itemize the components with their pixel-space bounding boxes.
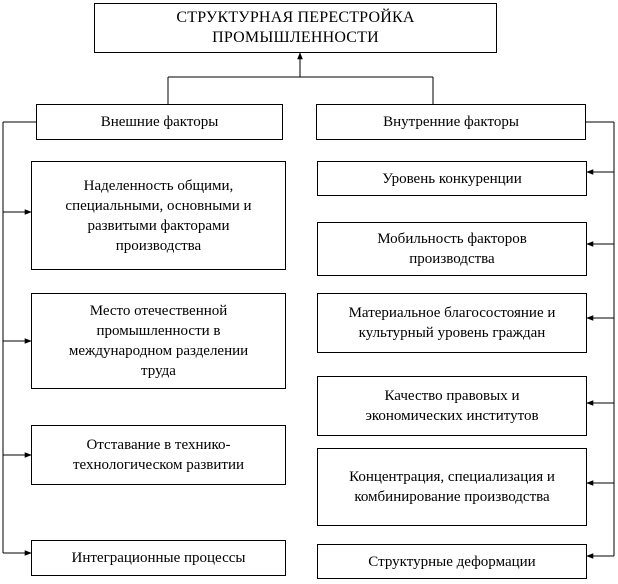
external-factor-box bbox=[31, 161, 286, 270]
external-factors-label: Внешние факторы bbox=[100, 114, 219, 130]
internal-factor-box bbox=[317, 161, 587, 196]
external-factor-box bbox=[31, 540, 286, 576]
title-text: СТРУКТУРНАЯ ПЕРЕСТРОЙКА ПРОМЫШЛЕННОСТИ bbox=[176, 9, 415, 46]
internal-factor-text: Концентрация, специализация и комбинирование производства bbox=[349, 469, 555, 505]
internal-factor-box bbox=[317, 222, 587, 276]
internal-factor-text: Материальное благосостояние и культурный уровень граждан bbox=[348, 305, 556, 341]
internal-factor-text: Структурные деформации bbox=[368, 553, 536, 570]
internal-factor-text: Качество правовых и экономических институтов bbox=[365, 388, 539, 424]
internal-factor-text: Уровень конкуренции bbox=[382, 170, 522, 187]
external-factor-box bbox=[31, 293, 286, 389]
external-factor-text: Интеграционные процессы bbox=[71, 550, 246, 566]
internal-factors-label: Внутренние факторы bbox=[383, 114, 519, 130]
internal-factor-box bbox=[317, 293, 587, 353]
external-factors-header bbox=[36, 104, 283, 140]
internal-factor-box bbox=[317, 376, 587, 436]
external-factor-text: Отставание в технико-технологическом развитии bbox=[72, 437, 245, 473]
internal-factor-box bbox=[317, 448, 587, 526]
title-box bbox=[94, 3, 497, 53]
internal-factor-box bbox=[317, 544, 587, 579]
external-factor-text: Наделенность общими, специальными, основными и развитыми факторами производства bbox=[65, 177, 252, 254]
internal-factors-header bbox=[316, 104, 586, 140]
internal-factor-text: Мобильность факторов производства bbox=[377, 231, 527, 267]
external-factor-box bbox=[31, 425, 286, 485]
external-factor-text: Место отечественной промышленности в международном разделении труда bbox=[68, 303, 249, 379]
